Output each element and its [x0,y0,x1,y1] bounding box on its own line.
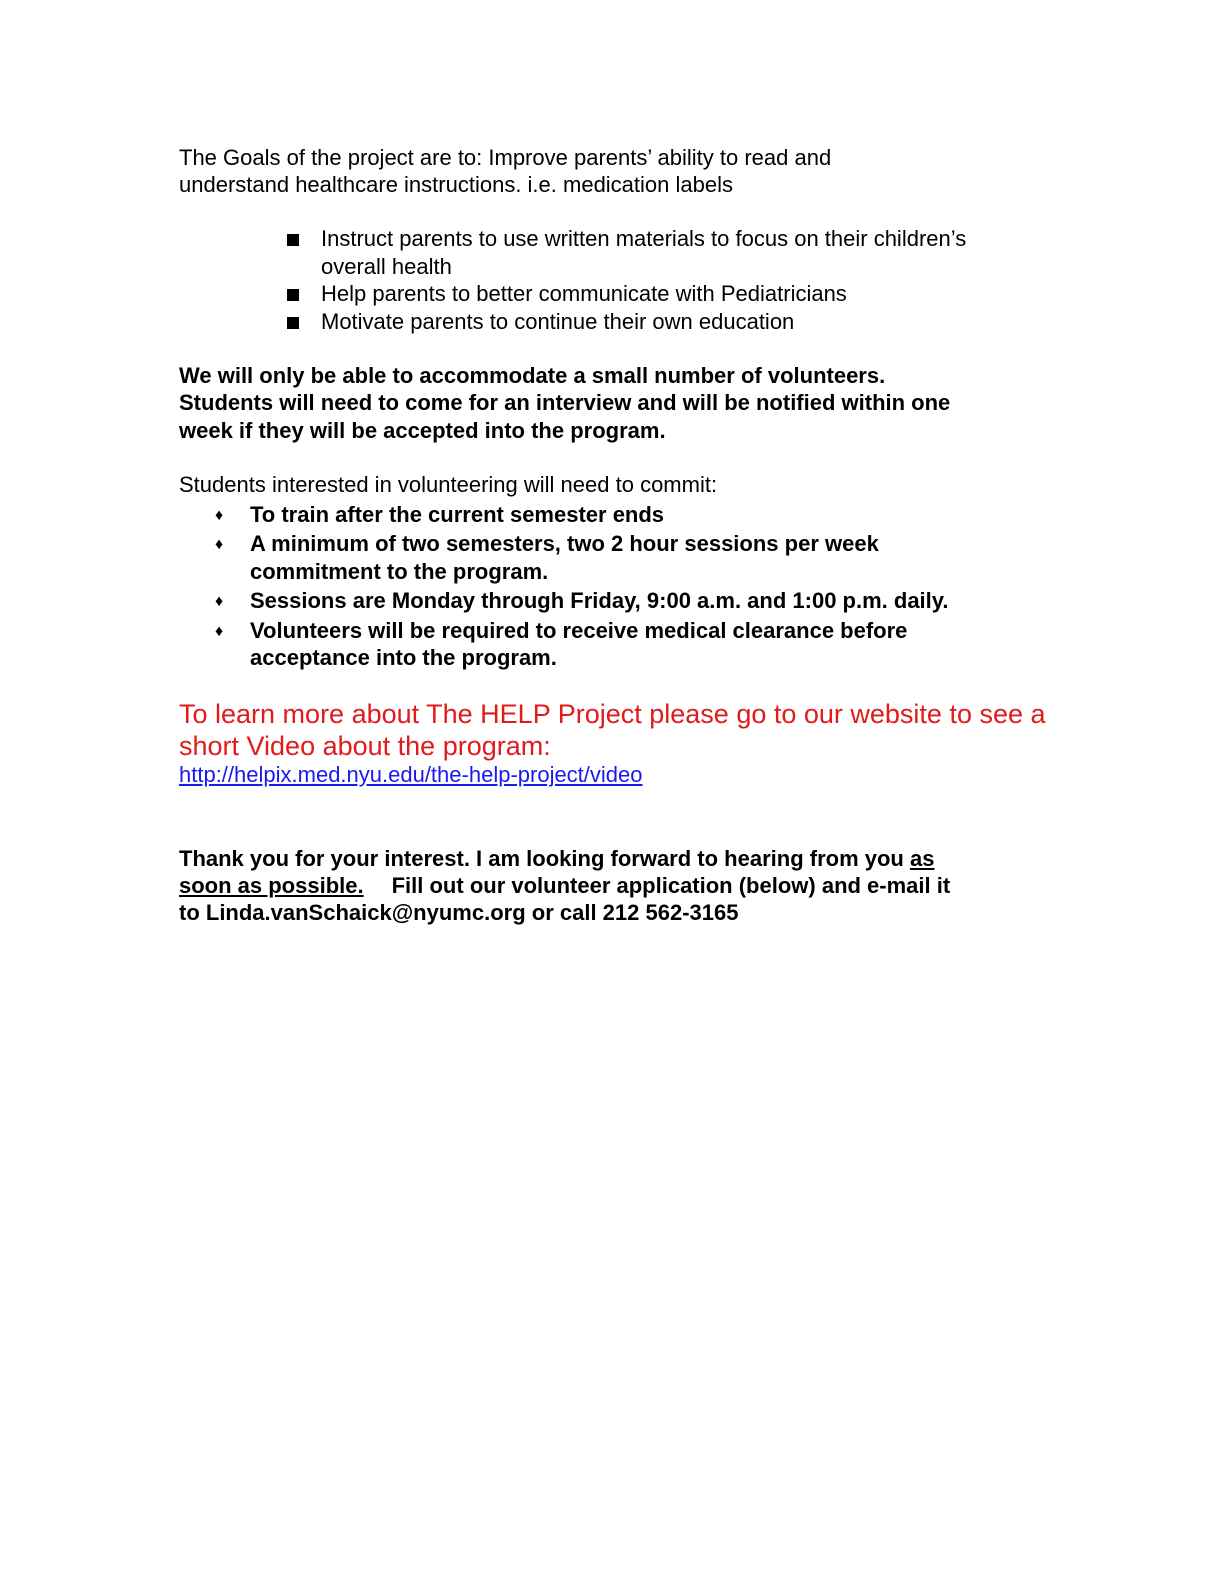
goal-item [287,225,1079,280]
notice-line-3: week if they will be accepted into the program. [179,417,666,443]
diamond-bullet-icon: ♦ [215,622,224,640]
thanks-line-1 [179,845,1079,872]
diamond-bullet-icon: ♦ [215,593,224,611]
square-bullet-icon [287,234,299,246]
commitment-item [215,587,1079,615]
learn-more-text [179,698,1079,762]
commitment-item-text: A minimum of two semesters, two 2 hour sessions per week [250,531,879,557]
commitment-heading: Students interested in volunteering will need to commit: [179,471,718,497]
commitment-item [215,501,1079,529]
goal-item [287,308,1079,336]
goals-intro-line-2: understand healthcare instructions. i.e. medication labels [179,172,733,197]
video-link[interactable]: http://helpix.med.nyu.edu/the-help-project/video [179,761,643,787]
diamond-bullet-icon: ♦ [215,506,224,524]
commitment-item-text-continued: commitment to the program. [250,558,549,584]
goal-item-text: Help parents to better communicate with Pediatricians [321,281,847,306]
goal-item [287,280,1079,308]
goals-intro [179,144,1079,198]
thanks-line-3: to Linda.vanSchaick@nyumc.org or call 212 562-3165 [179,900,739,926]
notice-line-2: Students will need to come for an interview and will be notified within one [179,390,951,416]
goals-list [179,225,1079,335]
thanks-line-2 [179,872,1079,899]
square-bullet-icon [287,289,299,301]
thank-you-message [179,845,1079,927]
commitment-item-text: To train after the current semester ends [250,501,665,527]
commitment-item-text: Sessions are Monday through Friday, 9:00 a.m. and 1:00 p.m. daily. [250,588,949,614]
volunteer-notice [179,362,1079,444]
notice-line-1: We will only be able to accommodate a small number of volunteers. [179,363,886,388]
thanks-line-1-underlined: as [909,845,935,871]
goal-item-text: Motivate parents to continue their own education [321,308,795,334]
thanks-line-2-underlined: soon as possible. [179,873,364,899]
commitment-item-text-continued: acceptance into the program. [250,645,557,671]
learn-more-line-1: To learn more about The HELP Project please go to our website to see a [179,698,1046,729]
commitment-list [179,501,1079,672]
commitment-item [215,617,1079,672]
goal-item-text-continued: overall health [321,253,452,279]
goals-intro-line-1: The Goals of the project are to: Improve parents’ ability to read and [179,145,832,170]
goal-item-text: Instruct parents to use written materials to focus on their children’s [321,226,967,251]
learn-more-line-2: short Video about the program: [179,730,551,761]
diamond-bullet-icon: ♦ [215,536,224,554]
thanks-line-1-text: Thank you for your interest. I am looking forward to hearing from you [179,845,910,871]
square-bullet-icon [287,317,299,329]
thanks-line-2-text: Fill out our volunteer application (below) and e-mail it [391,873,951,899]
commitment-item [215,530,1079,585]
document-page [179,144,1079,927]
commitment-item-text: Volunteers will be required to receive medical clearance before [250,617,908,643]
